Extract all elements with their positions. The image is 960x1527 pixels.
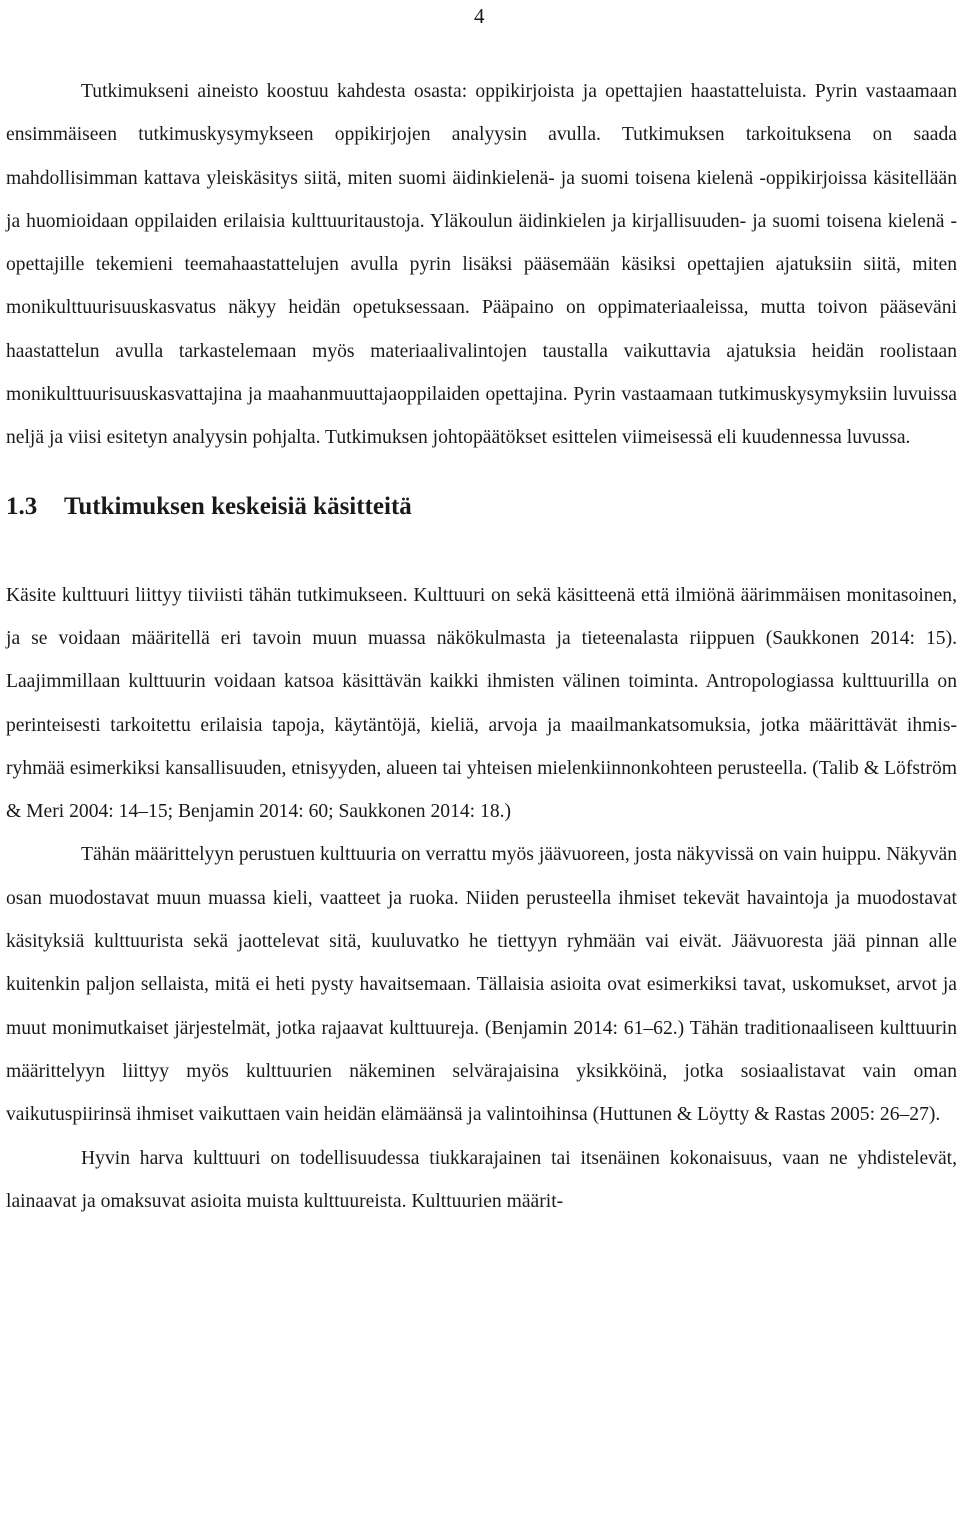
section-heading (6, 490, 957, 524)
page-number: 4 (474, 4, 485, 28)
section-number: 1.3 (6, 492, 38, 520)
section-title: Tutkimuksen keskeisiä käsitteitä (64, 492, 412, 520)
paragraph-culture-boundaries: Hyvin harva kulttuuri on todellisuudessa tiukkarajainen tai itsenäinen kokonaisuus, vaan ne yhdistelevät, lainaavat ja omaksuvat asioita muista kulttuureista. Kulttuurien määrit- (6, 1147, 957, 1212)
paragraph-iceberg: Tähän määrittelyyn perustuen kulttuuria on verrattu myös jäävuoreen, josta näkyvissä on vain huippu. Näkyvän osan muodostavat muun muassa kieli, vaatteet ja ruoka. Niiden perusteella ihmiset tekevät havaintoja ja muodostavat käsityksiä kulttuurista sekä jaottelevat sitä, kuuluvatko he tiettyyn ryhmään vai eivät. Jäävuoresta jää pinnan alle kuitenkin paljon sellaista, mitä ei heti pysty havaitsemaan. Tällaisia asioita ovat esimerkiksi tavat, uskomukset, arvot ja muut monimutkaiset järjestelmät, jotka rajaavat kulttuureja. (Benjamin 2014: 61–62.) Tähän traditionaaliseen kulttuurin määrittelyyn liittyy myös kulttuurien näkeminen selvärajaisina yksikköinä, jotka sosiaalistavat vain oman vaikutuspiirinsä ihmiset vaikuttaen vain heidän elämäänsä ja valintoihinsa (Huttunen & Löytty & Rastas 2005: 26–27). (6, 844, 957, 1126)
paragraph-research-material: Tutkimukseni aineisto koostuu kahdesta osasta: oppikirjoista ja opettajien haastatteluista. Pyrin vastaamaan ensimmäiseen tutkimuskysymykseen oppikirjojen analyysin avulla. Tutkimuksen tarkoituksena on saada mahdollisimman kattava yleiskäsitys siitä, miten suomi äidinkielenä- ja suomi toisena kielenä -oppikirjoissa käsitellään ja huomioidaan oppilaiden erilaisia kulttuuritaustoja. Yläkoulun äidinkielen ja kirjallisuuden- ja suomi toisena kielenä -opettajille tekemieni teemahaastattelujen avulla pyrin lisäksi pääsemään käsiksi opettajien ajatuksiin siitä, miten monikulttuurisuuskasvatus näkyy heidän opetuksessaan. Pääpaino on oppimateriaaleissa, mutta toivon pääseväni haastattelun avulla tarkastelemaan myös materiaalivalintojen taustalla vaikuttavia ajatuksia heidän roolistaan monikulttuurisuuskasvattajina ja maahanmuuttajaoppilaiden opettajina. Pyrin vastaamaan tutkimuskysymyksiin luvuissa neljä ja viisi esitetyn analyysin pohjalta. Tutkimuksen johtopäätökset esittelen viimeisessä eli kuudennessa luvussa. (6, 81, 957, 449)
paragraph-culture-concept: Käsite kulttuuri liittyy tiiviisti tähän tutkimukseen. Kulttuuri on sekä käsitteenä että ilmiönä äärimmäisen monitasoinen, ja se voidaan määritellä eri tavoin muun muassa näkökulmasta ja tieteenalasta riippuen (Saukkonen 2014: 15). Laajimmillaan kulttuurin voidaan katsoa käsittävän kaikki ihmisten välinen toiminta. Antropologiassa kulttuurilla on perinteisesti tarkoitettu erilaisia tapoja, käytäntöjä, kieliä, arvoja ja maailmankatsomuksia, jotka määrittävät ihmisryhmää esimerkiksi kansallisuuden, etnisyyden, alueen tai yhteisen mielenkiinnonkohteen perusteella. (Talib & Löfström & Meri 2004: 14–15; Benjamin 2014: 60; Saukkonen 2014: 18.) (6, 584, 957, 823)
document-body (6, 70, 957, 1223)
